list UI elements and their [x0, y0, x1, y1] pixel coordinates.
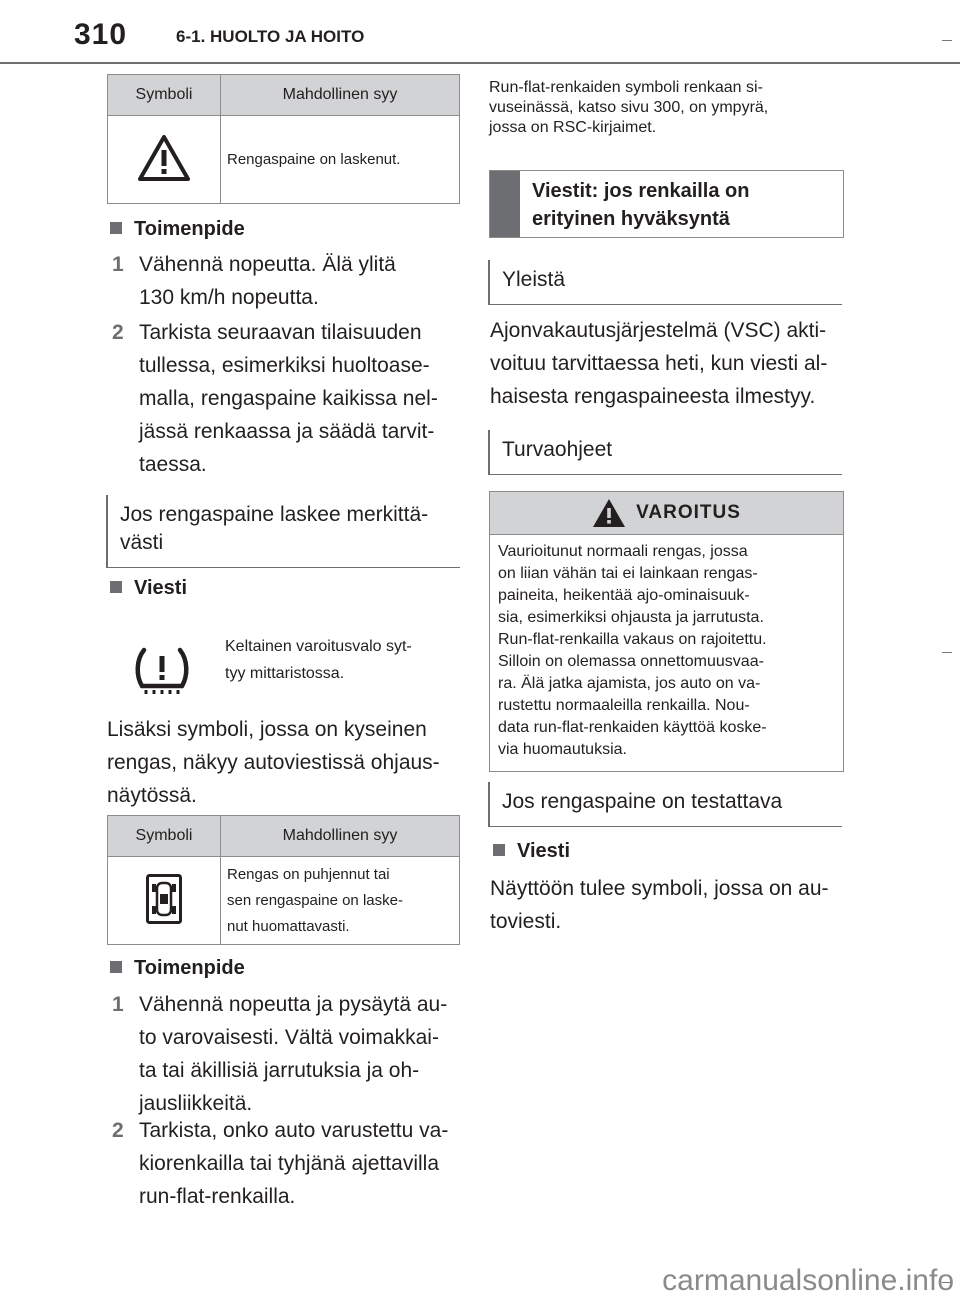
- paragraph: Lisäksi symboli, jossa on kyseinen rengas, näkyy autoviestissä ohjaus- näytössä.: [107, 718, 440, 807]
- margin-mark: [942, 652, 952, 653]
- symbol-cell: [108, 857, 221, 945]
- tire-pressure-warning-icon: [134, 646, 190, 701]
- section-heading-toimenpide: Toimenpide: [110, 218, 245, 241]
- subheading-turvaohjeet: Turvaohjeet: [488, 430, 842, 475]
- warning-box: [489, 491, 844, 772]
- section-heading-toimenpide: Toimenpide: [110, 957, 245, 980]
- cause-cell: Rengas on puhjennut tai sen rengaspaine on laske- nut huomattavasti.: [221, 857, 460, 945]
- chapter-title: 6-1. HUOLTO JA HOITO: [176, 27, 365, 46]
- step-item: 2 Tarkista, onko auto varustettu va- kiorenkailla tai tyhjänä ajettavilla run-flat-renkailla.: [112, 1119, 449, 1208]
- table-header: Mahdollinen syy: [221, 75, 460, 116]
- car-tire-status-icon: [146, 874, 182, 924]
- paragraph: Ajonvakautusjärjestelmä (VSC) akti- voituu tarvittaessa heti, kun viesti al- haisesta rengaspaineesta ilmestyy.: [490, 319, 828, 408]
- title-bar: [490, 171, 520, 237]
- subheading-testattava: Jos rengaspaine on testattava: [488, 782, 842, 827]
- section-heading-viesti: Viesti: [110, 577, 187, 600]
- symbol-table-1: [107, 74, 460, 204]
- symbol-table-2: [107, 815, 460, 945]
- step-item: 1 Vähennä nopeutta ja pysäytä au- to varovaisesti. Vältä voimakkai- ta tai äkillisiä jarrutuksia ja oh- jausliikkeitä.: [112, 993, 448, 1115]
- watermark: carmanualsonline.info: [662, 1264, 954, 1297]
- step-item: 2 Tarkista seuraavan tilaisuuden tullessa, esimerkiksi huoltoase- malla, rengaspaine kaikissa nel- jässä renkaassa ja säädä tarvit- taessa.: [112, 321, 438, 476]
- cause-cell: Rengaspaine on laskenut.: [221, 116, 460, 204]
- symbol-cell: [108, 116, 221, 204]
- subheading-box: Jos rengaspaine laskee merkittä- västi: [106, 495, 460, 568]
- warning-text: Vaurioitunut normaali rengas, jossa on liian vähän tai ei lainkaan rengas- paineita, heikentää ajo-ominaisuuk- sia, esimerkiksi ohjausta ja jarrutusta. Run-flat-renkailla vakaus on rajoitettu. Silloin on olemassa onnettomuusvaa- ra. Älä jatka ajamista, jos auto on va- rustettu normaaleilla renkailla. Nou- data run-flat-renkaiden käyttöä koske- via huomautuksia.: [490, 534, 843, 771]
- square-bullet-icon: [110, 222, 122, 234]
- table-header: Symboli: [108, 75, 221, 116]
- warning-title: VAROITUS: [636, 502, 741, 523]
- table-header: Mahdollinen syy: [221, 816, 460, 857]
- section-heading-viesti: Viesti: [493, 840, 570, 863]
- subheading-yleista: Yleistä: [488, 260, 842, 305]
- step-item: 1 Vähennä nopeutta. Älä ylitä 130 km/h nopeutta.: [112, 253, 396, 309]
- square-bullet-icon: [493, 844, 505, 856]
- table-header: Symboli: [108, 816, 221, 857]
- paragraph: Näyttöön tulee symboli, jossa on au- toviesti.: [490, 877, 829, 933]
- warning-header: [490, 492, 843, 534]
- square-bullet-icon: [110, 581, 122, 593]
- page-number: 310: [74, 18, 128, 51]
- indicator-description: Keltainen varoitusvalo syt- tyy mittaristossa.: [225, 638, 412, 682]
- square-bullet-icon: [110, 961, 122, 973]
- warning-triangle-icon: [592, 498, 626, 528]
- warning-triangle-icon: [138, 134, 190, 182]
- note-text: Run-flat-renkaiden symboli renkaan si- vuseinässä, katso sivu 300, on ympyrä, jossa on RSC-kirjaimet.: [489, 79, 769, 136]
- margin-mark: [942, 40, 952, 41]
- section-title-box: Viestit: jos renkailla on erityinen hyväksyntä: [489, 170, 844, 238]
- header-rule: [0, 62, 960, 64]
